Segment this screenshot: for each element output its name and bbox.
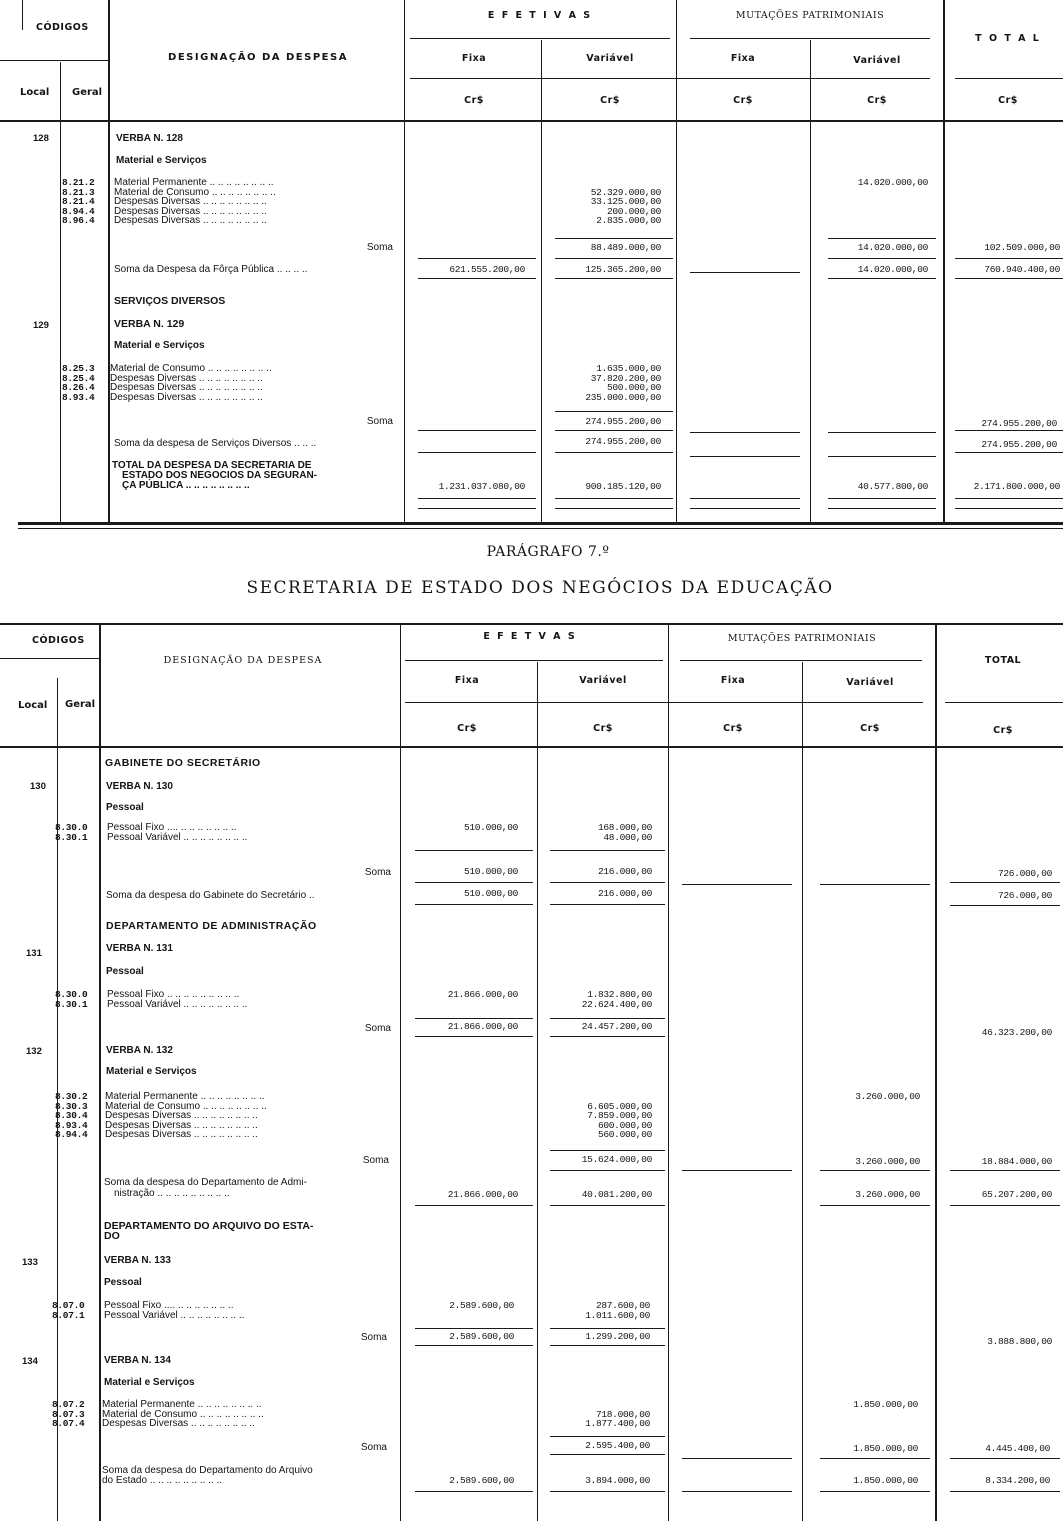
header-mut-fixa: Fixa bbox=[720, 675, 746, 686]
expense-label: Pessoal Variável .. .. .. .. .. .. .. .. bbox=[107, 998, 248, 1010]
header-cr-mutfixa: Cr$ bbox=[723, 723, 743, 734]
expense-code: 8.94.4 bbox=[62, 205, 95, 217]
amount: 510.000,00 bbox=[463, 888, 518, 899]
expense-label: Material de Consumo .. .. .. .. .. .. .. .. bbox=[105, 1100, 267, 1112]
amount-variavel: 33.125.000,00 bbox=[590, 196, 661, 208]
expense-label: Despesas Diversas .. .. .. .. .. .. .. .. bbox=[114, 196, 267, 208]
subheading: Pessoal bbox=[104, 1277, 142, 1288]
local-code: 131 bbox=[26, 948, 42, 959]
header-local: Local bbox=[18, 700, 48, 711]
expense-code: 8.30.0 bbox=[55, 989, 88, 1000]
amount-variavel: 500.000,00 bbox=[606, 382, 661, 394]
section-heading: SERVIÇOS DIVERSOS bbox=[114, 295, 226, 307]
header-geral: Geral bbox=[65, 699, 96, 710]
expense-label: Despesas Diversas .. .. .. .. .. .. .. .. bbox=[110, 382, 263, 394]
header-cr-var: Cr$ bbox=[600, 95, 620, 106]
amount: 24.457.200,00 bbox=[581, 1021, 652, 1032]
verba-heading: VERBA N. 131 bbox=[106, 943, 173, 954]
expense-code: 8.30.2 bbox=[55, 1091, 88, 1102]
expense-label: Despesas Diversas .. .. .. .. .. .. .. .. bbox=[114, 205, 267, 217]
header-variavel: Variável bbox=[579, 675, 627, 686]
amount: 274.955.200,00 bbox=[585, 436, 661, 447]
header-cr-total: Cr$ bbox=[998, 95, 1018, 106]
header-total: TOTAL bbox=[984, 655, 1022, 666]
header-local: Local bbox=[20, 87, 50, 98]
local-code: 128 bbox=[33, 133, 49, 144]
soma-label: Soma bbox=[364, 1023, 391, 1034]
expense-code: 8.07.0 bbox=[52, 1300, 85, 1311]
expense-code: 8.30.3 bbox=[55, 1100, 88, 1112]
amount-variavel: 287.600,00 bbox=[595, 1300, 650, 1311]
soma-label: Soma bbox=[366, 242, 393, 253]
amount-variavel: 1.877.400,00 bbox=[585, 1418, 650, 1430]
soma-serv-label: Soma da despesa de Serviços Diversos .. .. .. bbox=[114, 438, 317, 449]
soma-arq-label-2: do Estado .. .. .. .. .. .. .. .. .. bbox=[102, 1475, 223, 1486]
amount: 274.955.200,00 bbox=[981, 418, 1057, 429]
amount: 14.020.000,00 bbox=[857, 242, 928, 253]
table-educacao bbox=[0, 618, 1063, 1521]
amount: 102.509.000,00 bbox=[984, 242, 1060, 253]
amount: 1.850.000,00 bbox=[853, 1475, 918, 1486]
section-heading: GABINETE DO SECRETÁRIO bbox=[105, 757, 261, 769]
header-variavel: Variável bbox=[586, 53, 634, 64]
header-cr-fixa: Cr$ bbox=[464, 95, 484, 106]
amount: 14.020.000,00 bbox=[857, 264, 928, 275]
soma-label: Soma bbox=[366, 416, 393, 427]
local-code: 130 bbox=[30, 781, 46, 792]
amount: 40.081.200,00 bbox=[581, 1189, 652, 1200]
amount: 3.894.000,00 bbox=[585, 1475, 650, 1486]
amount: 21.866.000,00 bbox=[447, 1189, 518, 1200]
expense-label: Material de Consumo .. .. .. .. .. .. .. .. bbox=[114, 186, 276, 198]
expense-label: Pessoal Fixo .. .. .. .. .. .. .. .. .. bbox=[107, 989, 240, 1000]
expense-label: Pessoal Variável .. .. .. .. .. .. .. .. bbox=[107, 831, 248, 843]
amount: 65.207.200,00 bbox=[981, 1189, 1052, 1200]
amount-variavel: 1.011.600,00 bbox=[585, 1309, 650, 1321]
paragraph-heading: PARÁGRAFO 7.º bbox=[486, 544, 610, 560]
amount-variavel: 22.624.400,00 bbox=[581, 998, 652, 1010]
amount: 2.589.600,00 bbox=[449, 1331, 514, 1342]
verba-heading: VERBA N. 130 bbox=[106, 781, 173, 792]
table-seguranca bbox=[0, 0, 1063, 530]
amount: 15.624.000,00 bbox=[581, 1154, 652, 1165]
expense-label: Material Permanente .. .. .. .. .. .. .. .. bbox=[102, 1399, 262, 1410]
amount: 40.577.800,00 bbox=[857, 481, 928, 492]
expense-label: Despesas Diversas .. .. .. .. .. .. .. .. bbox=[105, 1110, 258, 1122]
header-efetivas: E F E T V A S bbox=[483, 631, 577, 642]
local-code: 129 bbox=[33, 320, 49, 331]
subheading: Material e Serviços bbox=[116, 155, 207, 166]
header-mutacoes: MUTAÇÕES PATRIMONIAIS bbox=[735, 10, 885, 21]
soma-adm-label-1: Soma da despesa do Departamento de Admi- bbox=[104, 1177, 307, 1188]
amount: 726.000,00 bbox=[997, 868, 1052, 879]
expense-code: 8.96.4 bbox=[62, 215, 95, 227]
amount: 274.955.200,00 bbox=[981, 439, 1057, 450]
amount-variavel: 718.000,00 bbox=[595, 1408, 650, 1420]
section-heading: DEPARTAMENTO DE ADMINISTRAÇÃO bbox=[106, 920, 317, 932]
expense-label: Despesas Diversas .. .. .. .. .. .. .. .. bbox=[105, 1129, 258, 1141]
amount-variavel: 48.000,00 bbox=[603, 831, 652, 843]
header-mut-variavel: Variável bbox=[846, 677, 894, 688]
expense-code: 8.21.3 bbox=[62, 186, 95, 198]
section-heading-2: DO bbox=[104, 1230, 120, 1242]
expense-label: Despesas Diversas .. .. .. .. .. .. .. .. bbox=[114, 215, 267, 227]
expense-code: 8.21.4 bbox=[62, 196, 95, 208]
amount: 216.000,00 bbox=[597, 888, 652, 899]
amount-fixa: 2.589.600,00 bbox=[449, 1300, 514, 1311]
expense-code: 8.26.4 bbox=[62, 382, 95, 394]
amount-variavel: 6.605.000,00 bbox=[587, 1100, 652, 1112]
expense-code: 8.93.4 bbox=[55, 1119, 88, 1131]
amount-variavel: 200.000,00 bbox=[606, 205, 661, 217]
expense-label: Despesas Diversas .. .. .. .. .. .. .. .. bbox=[105, 1119, 258, 1131]
amount-fixa: 510.000,00 bbox=[463, 822, 518, 833]
header-mutacoes: MUTAÇÕES PATRIMONIAIS bbox=[727, 633, 877, 644]
amount: 510.000,00 bbox=[463, 866, 518, 877]
amount-variavel: 7.859.000,00 bbox=[587, 1110, 652, 1122]
local-code: 134 bbox=[22, 1356, 38, 1367]
expense-code: 8.25.4 bbox=[62, 372, 95, 384]
header-cr-mutvar: Cr$ bbox=[867, 95, 887, 106]
local-code: 132 bbox=[26, 1046, 42, 1057]
header-fixa: Fixa bbox=[454, 675, 480, 686]
header-total: T O T A L bbox=[975, 33, 1041, 44]
subheading: Pessoal bbox=[106, 802, 144, 813]
expense-label: Material de Consumo .. .. .. .. .. .. .. .. bbox=[102, 1408, 264, 1420]
expense-label: Material de Consumo .. .. .. .. .. .. .. .. bbox=[110, 363, 272, 374]
expense-code: 8.30.4 bbox=[55, 1110, 88, 1122]
expense-label: Pessoal Variável .. .. .. .. .. .. .. .. bbox=[104, 1309, 245, 1321]
section-heading-1: DEPARTAMENTO DO ARQUIVO DO ESTA- bbox=[104, 1220, 314, 1232]
amount: 621.555.200,00 bbox=[449, 264, 525, 275]
total-label-line2: ESTADO DOS NEGOCIOS DA SEGURAN- bbox=[122, 470, 318, 481]
amount: 88.489.000,00 bbox=[590, 242, 661, 253]
expense-label: Material Permanente .. .. .. .. .. .. .. .. bbox=[105, 1091, 265, 1102]
amount-variavel: 235.000.000,00 bbox=[585, 391, 661, 403]
verba-heading: VERBA N. 133 bbox=[104, 1255, 171, 1266]
soma-label: Soma bbox=[360, 1442, 387, 1453]
expense-label: Pessoal Fixo .... .. .. .. .. .. .. .. bbox=[104, 1300, 234, 1311]
amount: 4.445.400,00 bbox=[985, 1443, 1050, 1454]
header-cr-mutvar: Cr$ bbox=[860, 723, 880, 734]
amount: 274.955.200,00 bbox=[585, 416, 661, 427]
header-fixa: Fixa bbox=[461, 53, 487, 64]
amount-variavel: 2.835.000,00 bbox=[596, 215, 661, 227]
total-label-line3: ÇA PÚBLICA .. .. .. .. .. .. .. .. bbox=[122, 480, 250, 491]
header-cr-fixa: Cr$ bbox=[457, 723, 477, 734]
header-cr-total: Cr$ bbox=[993, 725, 1013, 736]
amount: 46.323.200,00 bbox=[981, 1027, 1052, 1038]
verba-heading: VERBA N. 129 bbox=[114, 318, 185, 330]
amount: 1.850.000,00 bbox=[853, 1443, 918, 1454]
amount: 18.884.000,00 bbox=[981, 1156, 1052, 1167]
expense-code: 8.30.0 bbox=[55, 822, 88, 833]
amount-variavel: 1.635.000,00 bbox=[596, 363, 661, 374]
amount: 900.185.120,00 bbox=[585, 481, 661, 492]
amount: 1.231.037.080,00 bbox=[438, 481, 525, 492]
header-cr-var: Cr$ bbox=[593, 723, 613, 734]
subheading: Material e Serviços bbox=[106, 1066, 197, 1077]
amount: 726.000,00 bbox=[997, 890, 1052, 901]
amount-mut-variavel: 1.850.000,00 bbox=[853, 1399, 918, 1410]
amount: 3.260.000,00 bbox=[855, 1156, 920, 1167]
expense-code: 8.07.3 bbox=[52, 1408, 85, 1420]
soma-label: Soma bbox=[360, 1332, 387, 1343]
amount: 216.000,00 bbox=[597, 866, 652, 877]
subheading: Material e Serviços bbox=[104, 1377, 195, 1388]
subheading: Pessoal bbox=[106, 966, 144, 977]
verba-heading: VERBA N. 128 bbox=[116, 133, 183, 144]
verba-heading: VERBA N. 132 bbox=[106, 1045, 173, 1056]
amount: 1.299.200,00 bbox=[585, 1331, 650, 1342]
expense-label: Material Permanente .. .. .. .. .. .. .. .. bbox=[114, 177, 274, 188]
amount: 3.888.800,00 bbox=[987, 1336, 1052, 1347]
subheading: Material e Serviços bbox=[114, 340, 205, 351]
amount-variavel: 600.000,00 bbox=[597, 1119, 652, 1131]
header-cr-mutfixa: Cr$ bbox=[733, 95, 753, 106]
header-mut-variavel: Variável bbox=[853, 55, 901, 66]
amount-variavel: 37.820.200,00 bbox=[590, 372, 661, 384]
header-codigos: CÓDIGOS bbox=[32, 635, 85, 646]
expense-code: 8.07.2 bbox=[52, 1399, 85, 1410]
expense-label: Despesas Diversas .. .. .. .. .. .. .. .. bbox=[110, 391, 263, 403]
expense-code: 8.25.3 bbox=[62, 363, 95, 374]
header-geral: Geral bbox=[72, 87, 103, 98]
amount-variavel: 560.000,00 bbox=[597, 1129, 652, 1141]
expense-code: 8.30.1 bbox=[55, 831, 88, 843]
expense-code: 8.07.4 bbox=[52, 1418, 85, 1430]
soma-forca-label: Soma da Despesa da Fôrça Pública .. .. .. .. bbox=[114, 264, 308, 275]
header-codigos: CÓDIGOS bbox=[36, 22, 89, 33]
expense-label: Despesas Diversas .. .. .. .. .. .. .. .. bbox=[102, 1418, 255, 1430]
soma-adm-label-2: nistração .. .. .. .. .. .. .. .. .. bbox=[114, 1188, 230, 1199]
expense-code: 8.93.4 bbox=[62, 391, 95, 403]
amount: 2.595.400,00 bbox=[585, 1440, 650, 1451]
expense-label: Pessoal Fixo .... .. .. .. .. .. .. .. bbox=[107, 822, 237, 833]
amount: 3.260.000,00 bbox=[855, 1189, 920, 1200]
secretaria-title: SECRETARIA DE ESTADO DOS NEGÓCIOS DA EDUCAÇÃO bbox=[246, 578, 834, 598]
amount: 8.334.200,00 bbox=[985, 1475, 1050, 1486]
amount-variavel: 1.832.800,00 bbox=[587, 989, 652, 1000]
expense-label: Despesas Diversas .. .. .. .. .. .. .. .. bbox=[110, 372, 263, 384]
total-label-line1: TOTAL DA DESPESA DA SECRETARIA DE bbox=[112, 460, 312, 471]
soma-label: Soma bbox=[364, 867, 391, 878]
header-efetivas: E F E T I V A S bbox=[487, 10, 593, 21]
expense-code: 8.94.4 bbox=[55, 1129, 88, 1141]
expense-code: 8.21.2 bbox=[62, 177, 95, 188]
amount-fixa: 21.866.000,00 bbox=[447, 989, 518, 1000]
verba-heading: VERBA N. 134 bbox=[104, 1355, 171, 1366]
amount: 125.365.200,00 bbox=[585, 264, 661, 275]
soma-label: Soma bbox=[362, 1155, 389, 1166]
soma-arq-label-1: Soma da despesa do Departamento do Arquivo bbox=[102, 1465, 313, 1476]
amount-mut-variavel: 3.260.000,00 bbox=[855, 1091, 920, 1102]
header-mut-fixa: Fixa bbox=[730, 53, 756, 64]
soma-gab-label: Soma da despesa do Gabinete do Secretário .. bbox=[106, 890, 315, 901]
expense-code: 8.30.1 bbox=[55, 998, 88, 1010]
amount-variavel: 52.329.000,00 bbox=[590, 186, 661, 198]
amount: 2.589.600,00 bbox=[449, 1475, 514, 1486]
amount: 2.171.800.000,00 bbox=[973, 481, 1060, 492]
amount: 760.940.400,00 bbox=[984, 264, 1060, 275]
amount: 21.866.000,00 bbox=[447, 1021, 518, 1032]
header-designacao: DESIGNAÇÃO DA DESPESA bbox=[163, 655, 323, 666]
amount-mut-variavel: 14.020.000,00 bbox=[857, 177, 928, 188]
local-code: 133 bbox=[22, 1257, 38, 1268]
amount-variavel: 168.000,00 bbox=[597, 822, 652, 833]
header-designacao: DESIGNAÇÃO DA DESPESA bbox=[168, 52, 348, 63]
expense-code: 8.07.1 bbox=[52, 1309, 85, 1321]
